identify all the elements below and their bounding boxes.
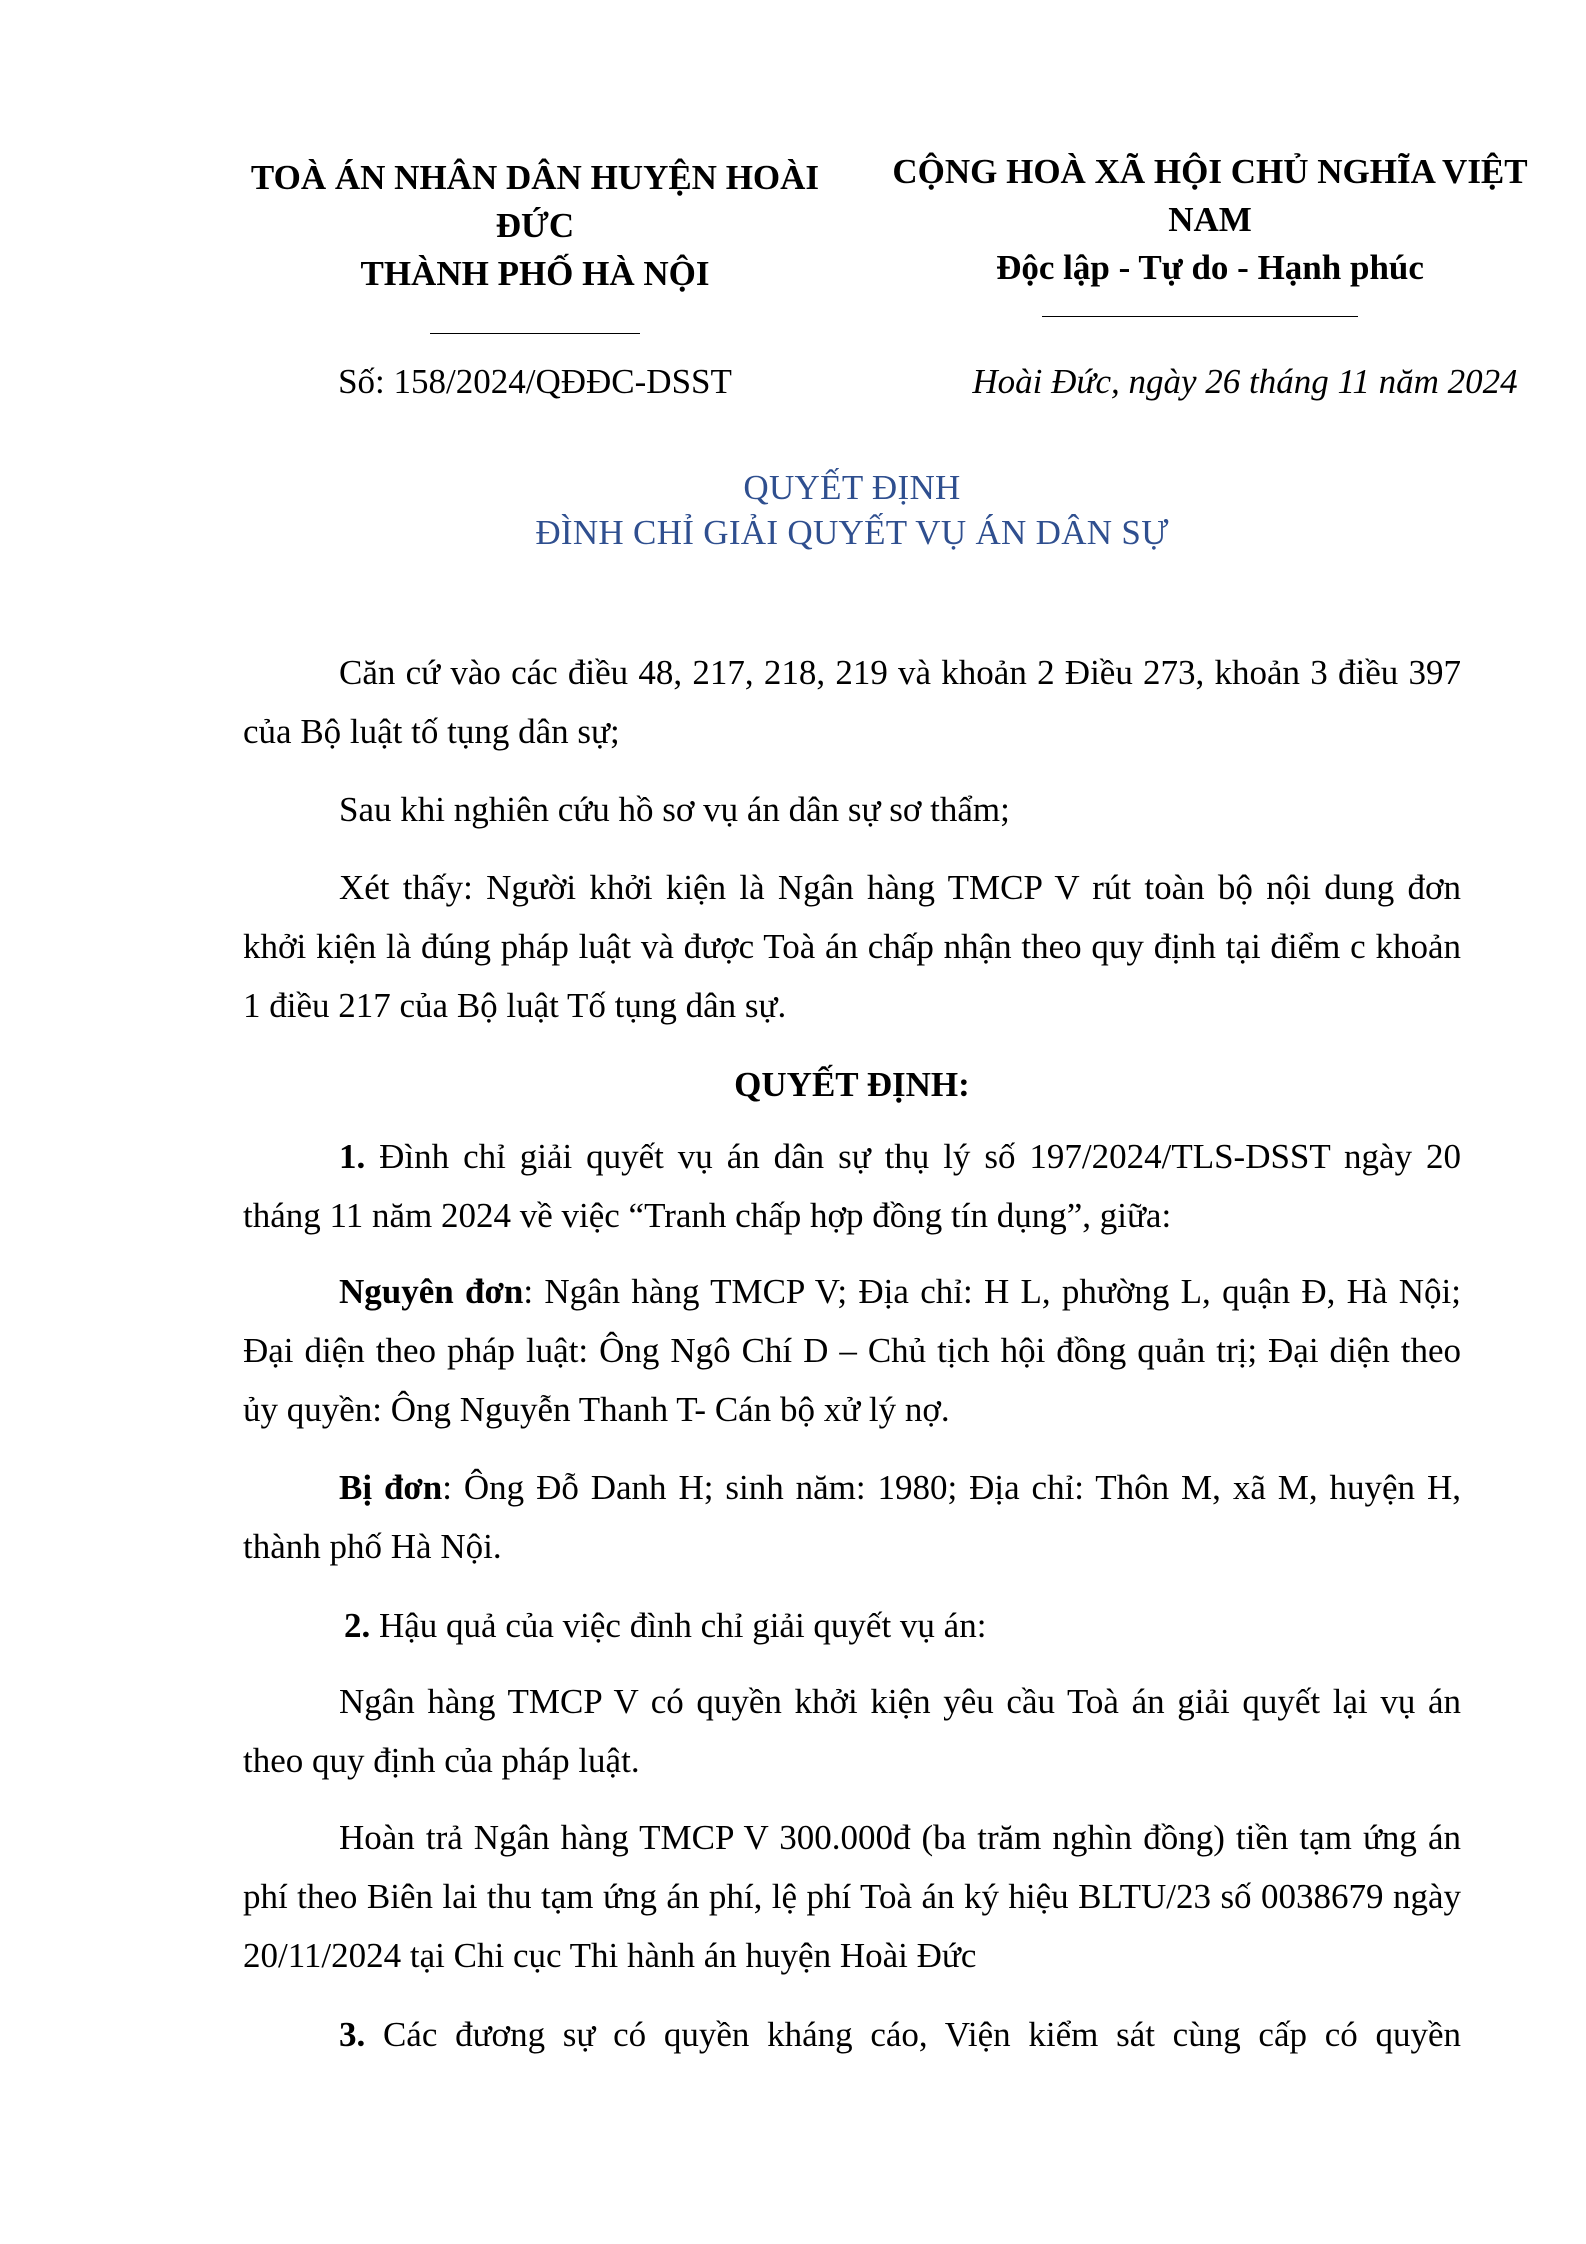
court-name — [215, 154, 855, 298]
defendant-text: : Ông Đỗ Danh H; sinh năm: 1980; Địa chỉ: Thôn M, xã M, huyện H, thành phố Hà Nội. — [243, 1468, 1461, 1566]
item-3-text: Các đương sự có quyền kháng cáo, Viện kiểm sát cùng cấp có quyền — [365, 2015, 1461, 2054]
document-title — [243, 465, 1461, 555]
plaintiff-label: Nguyên đơn — [339, 1272, 524, 1311]
motto: Độc lập - Tự do - Hạnh phúc — [996, 248, 1424, 287]
motto-underline — [1042, 316, 1358, 317]
court-name-underline — [430, 333, 640, 334]
item-1 — [243, 1127, 1461, 1245]
defendant-label: Bị đơn — [339, 1468, 443, 1507]
item-2-text: Hậu quả của việc đình chỉ giải quyết vụ án: — [370, 1606, 987, 1645]
plaintiff-text: : Ngân hàng TMCP V; Địa chỉ: H L, phường L, quận Đ, Hà Nội; Đại diện theo pháp luật: Ông Ngô Chí D – Chủ tịch hội đồng quản trị; Đại diện theo ủy quyền: Ông Nguyễn Thanh T- Cán bộ xử lý nợ. — [243, 1272, 1461, 1429]
item-2-number: 2. — [344, 1606, 371, 1645]
country-name-line1: CỘNG HOÀ XÃ HỘI CHỦ NGHĨA VIỆT — [892, 152, 1528, 191]
court-name-line2: ĐỨC — [495, 206, 575, 245]
consequence-refile: Ngân hàng TMCP V có quyền khởi kiện yêu cầu Toà án giải quyết lại vụ án theo quy định của pháp luật. — [243, 1682, 1461, 1780]
item-3-number: 3. — [339, 2015, 366, 2054]
court-name-line3: THÀNH PHỐ HÀ NỘI — [360, 254, 710, 293]
consequence-refund: Hoàn trả Ngân hàng TMCP V 300.000đ (ba trăm nghìn đồng) tiền tạm ứng án phí theo Biên lai thu tạm ứng án phí, lệ phí Toà án ký hiệu BLTU/23 số 0038679 ngày 20/11/2024 tại Chi cục Thi hành án huyện Hoài Đức — [243, 1818, 1461, 1975]
defendant — [243, 1458, 1461, 1576]
item-1-number: 1. — [339, 1137, 366, 1176]
court-name-line1: TOÀ ÁN NHÂN DÂN HUYỆN HOÀI — [250, 158, 820, 197]
plaintiff — [243, 1262, 1461, 1439]
country-name-line2: NAM — [1168, 200, 1252, 239]
consideration: Xét thấy: Người khởi kiện là Ngân hàng TMCP V rút toàn bộ nội dung đơn khởi kiện là đúng pháp luật và được Toà án chấp nhận theo quy định tại điểm c khoản 1 điều 217 của Bộ luật Tố tụng dân sự. — [243, 868, 1461, 1025]
title-line1: QUYẾT ĐỊNH — [743, 468, 961, 507]
title-line2: ĐÌNH CHỈ GIẢI QUYẾT VỤ ÁN DÂN SỰ — [535, 513, 1169, 552]
legal-basis: Căn cứ vào các điều 48, 217, 218, 219 và khoản 2 Điều 273, khoản 3 điều 397 của Bộ luật tố tụng dân sự; — [243, 653, 1461, 751]
item-2 — [243, 1596, 1461, 1655]
research-statement: Sau khi nghiên cứu hồ sơ vụ án dân sự sơ thẩm; — [339, 790, 1010, 829]
document-number: Số: 158/2024/QĐĐC-DSST — [338, 362, 732, 401]
date-place: Hoài Đức, ngày 26 tháng 11 năm 2024 — [972, 362, 1518, 401]
item-3 — [243, 2005, 1461, 2064]
item-1-text: Đình chỉ giải quyết vụ án dân sự thụ lý số 197/2024/TLS-DSST ngày 20 tháng 11 năm 2024 về việc “Tranh chấp hợp đồng tín dụng”, giữa: — [243, 1137, 1461, 1235]
decision-heading: QUYẾT ĐỊNH: — [734, 1065, 970, 1104]
national-motto — [870, 148, 1550, 292]
